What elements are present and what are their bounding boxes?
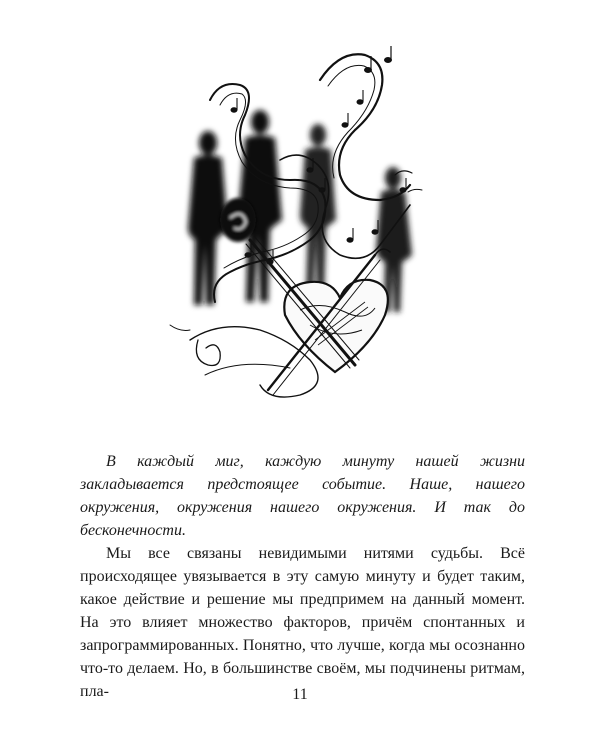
page-number: 11 bbox=[292, 686, 308, 703]
paragraph-2: Мы все связаны невидимыми нитями судьбы. Всё происходящее увязывается в эту самую минуту и будет таким, какое действие и решение мы предпримем на данный момент. На это влияет множество факторов, причём спонтанных и запрограммированных. Понятно, что лучше, когда мы осознанно что-то делаем. Но, в большинстве своём, мы подчинены ритмам, пла- bbox=[80, 545, 525, 700]
heart-violin-body bbox=[284, 280, 388, 372]
music-silhouettes-illustration bbox=[150, 40, 470, 410]
paragraph-1: В каждый миг, каждую минуту нашей жизни закладывается предстоящее событие. Наше, нашего окружения, окружения нашего окружения. И так до бесконечности. bbox=[80, 453, 525, 539]
body-text bbox=[80, 450, 525, 703]
violin-scroll bbox=[220, 198, 256, 242]
